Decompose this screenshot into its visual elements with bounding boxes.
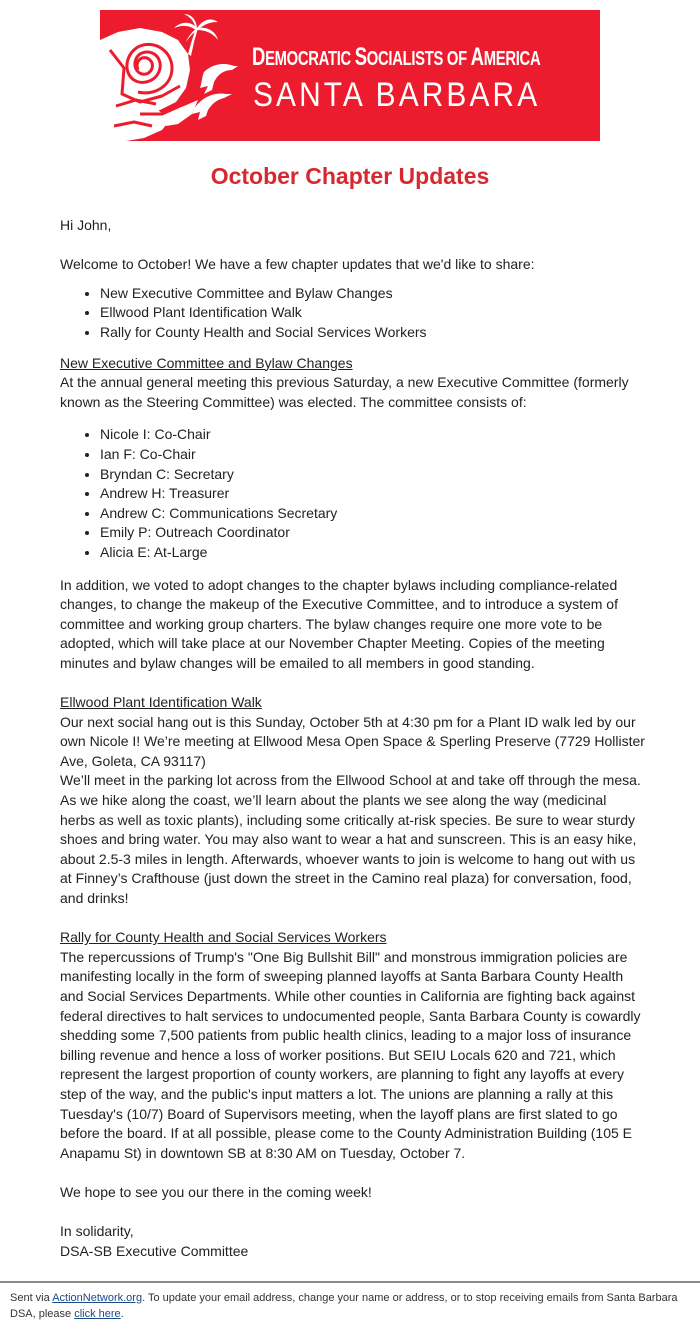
section-heading-walk: Ellwood Plant Identification Walk — [60, 694, 262, 711]
section-heading-committee: New Executive Committee and Bylaw Changes — [60, 354, 353, 371]
committee-member: • Alicia E: At-Large — [100, 543, 645, 563]
walk-description: We’ll meet in the parking lot across from the Ellwood School at and take off through the mesa. As we hike along the coast, we’ll learn about the plants we see along the way (medicinal herbs as well as toxic plants), including some critically at-risk species. Be sure to wear sturdy shoes and bring water. You may also want to wear a hat and sunscreen. This is an easy hike, about 2.5-3 miles in length. Afterwards, whoever wants to join is welcome to hang out with us at Finney’s Crafthouse (just down the street in the Camino real plaza) for conversation, food, and drinks! — [60, 772, 641, 906]
signature: DSA-SB Executive Committee — [60, 1242, 249, 1259]
unsubscribe-link[interactable]: click here — [74, 1308, 121, 1320]
section-heading-rally: Rally for County Health and Social Services Workers — [60, 929, 387, 946]
banner-line1: DEMOCRATIC SOCIALISTS OF AMERICA — [252, 43, 541, 71]
walk-details: Our next social hang out is this Sunday, October 5th at 4:30 pm for a Plant ID walk led by our own Nicole I! We’re meeting at Ellwood Mesa Open Space & Sperling Preserve (7729 Hollister Ave, Goleta, CA 93117) — [60, 713, 645, 769]
banner-line2: SANTA BARBARA — [253, 76, 541, 114]
committee-member: • Andrew C: Communications Secretary — [100, 504, 645, 524]
topic-item: • Ellwood Plant Identification Walk — [100, 303, 645, 323]
actionnetwork-link[interactable]: ActionNetwork.org — [52, 1292, 143, 1304]
rose-palm-dolphins-logo-icon — [100, 10, 250, 141]
closing-text: We hope to see you our there in the coming week! — [60, 1183, 372, 1200]
committee-member: • Ian F: Co-Chair — [100, 445, 645, 465]
rally-text: The repercussions of Trump's "One Big Bullshit Bill" and monstrous immigration policies are manifesting locally in the form of sweeping planned layoffs at Santa Barbara County Health and Social Services Departments. While other counties in California are fighting back against federal directives to halt services to undocumented people, Santa Barbara County is cowardly shedding some 7,500 patients from public health clinics, leading to a major loss of insurance billing revenue and hence a loss of worker positions. But SEIU Locals 620 and 721, which represent the largest proportion of county workers, are planning to fight any layoffs at every step of the way, and the public's input matters a lot. The unions are planning a rally at this Tuesday's (10/7) Board of Supervisors meeting, when the layoff plans are first slated to go before the board. If at all possible, please come to the County Administration Building (105 E Anapamu St) in downtown SB at 8:30 AM on Tuesday, October 7. — [60, 948, 641, 1161]
committee-member: • Andrew H: Treasurer — [100, 484, 645, 504]
committee-member: • Emily P: Outreach Coordinator — [100, 523, 645, 543]
committee-member-list — [60, 425, 645, 562]
topic-list — [60, 284, 645, 343]
greeting: Hi John, — [60, 217, 112, 233]
topic-item: • Rally for County Health and Social Services Workers — [100, 323, 645, 343]
committee-intro: At the annual general meeting this previous Saturday, a new Executive Committee (formerly known as the Steering Committee) was elected. The committee consists of: — [60, 374, 629, 410]
signoff: In solidarity, — [60, 1223, 134, 1240]
topic-item: • New Executive Committee and Bylaw Changes — [100, 284, 645, 304]
chapter-banner — [100, 10, 600, 141]
email-footer: Sent via ActionNetwork.org. To update your email address, change your name or address, or to stop receiving emails from Santa Barbara DSA, please click here. — [10, 1292, 678, 1320]
email-body — [60, 216, 645, 1261]
email-title: October Chapter Updates — [210, 163, 490, 189]
footer-divider — [0, 1281, 700, 1283]
committee-member: • Bryndan C: Secretary — [100, 465, 645, 485]
bylaw-changes-text: In addition, we voted to adopt changes to the chapter bylaws including compliance-related changes, to change the makeup of the Executive Committee, and to introduce a system of committee and working group charters. The bylaw changes require one more vote to be adopted, which will take place at our November Chapter Meeting. Copies of the meeting minutes and bylaw changes will be emailed to all members in good standing. — [60, 576, 618, 671]
intro-text: Welcome to October! We have a few chapter updates that we'd like to share: — [60, 256, 535, 273]
committee-member: • Nicole I: Co-Chair — [100, 425, 645, 445]
